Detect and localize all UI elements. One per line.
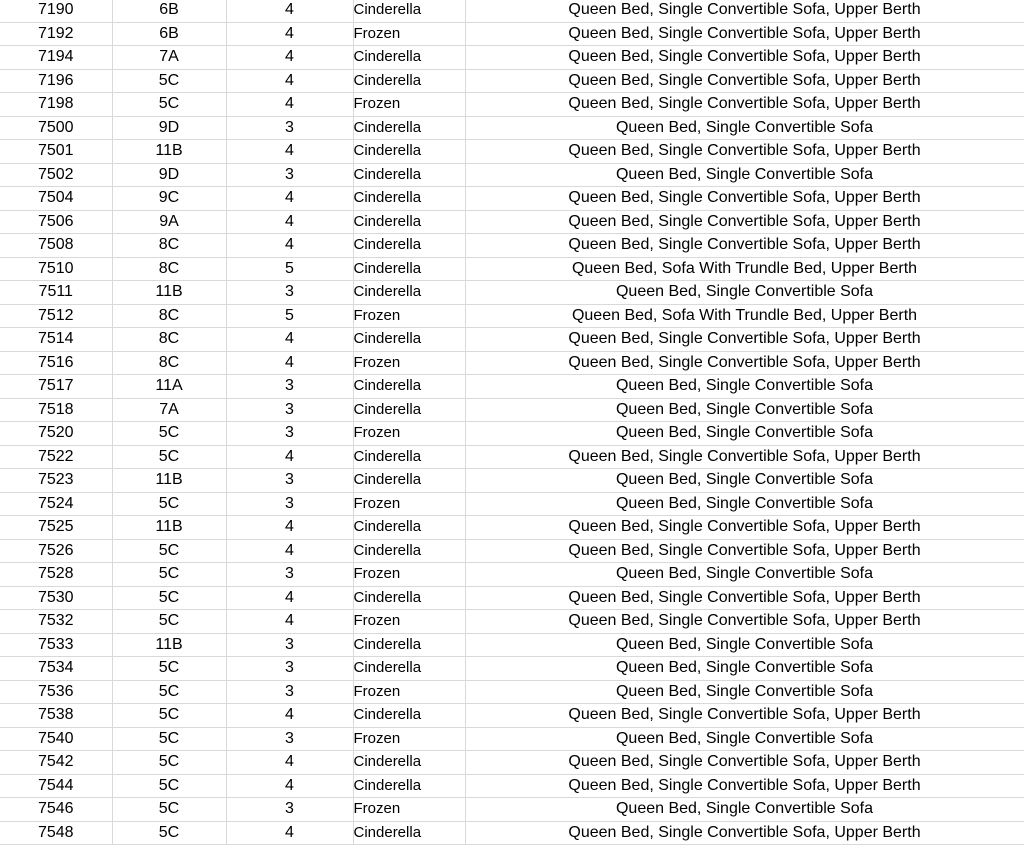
cell-category[interactable]: 5C bbox=[112, 751, 226, 775]
cell-stateroom-number[interactable]: 7533 bbox=[0, 633, 112, 657]
cell-bedding[interactable]: Queen Bed, Single Convertible Sofa bbox=[465, 422, 1024, 446]
cell-category[interactable]: 7A bbox=[112, 398, 226, 422]
cell-theme[interactable]: Cinderella bbox=[353, 116, 465, 140]
cell-theme[interactable]: Cinderella bbox=[353, 163, 465, 187]
cell-bedding[interactable]: Queen Bed, Single Convertible Sofa, Upper Berth bbox=[465, 516, 1024, 540]
table-row bbox=[0, 351, 1024, 375]
cell-occupancy[interactable]: 3 bbox=[226, 469, 353, 493]
cell-bedding[interactable]: Queen Bed, Single Convertible Sofa bbox=[465, 116, 1024, 140]
cell-bedding[interactable]: Queen Bed, Single Convertible Sofa, Upper Berth bbox=[465, 328, 1024, 352]
cell-category[interactable]: 7A bbox=[112, 46, 226, 70]
cell-theme[interactable]: Frozen bbox=[353, 351, 465, 375]
cell-bedding[interactable]: Queen Bed, Single Convertible Sofa, Upper Berth bbox=[465, 210, 1024, 234]
cell-occupancy[interactable]: 4 bbox=[226, 140, 353, 164]
cell-theme[interactable]: Frozen bbox=[353, 798, 465, 822]
table-row bbox=[0, 328, 1024, 352]
table-row bbox=[0, 187, 1024, 211]
cell-theme[interactable]: Cinderella bbox=[353, 774, 465, 798]
cell-stateroom-number[interactable]: 7522 bbox=[0, 445, 112, 469]
cell-bedding[interactable]: Queen Bed, Single Convertible Sofa, Upper Berth bbox=[465, 351, 1024, 375]
cell-category[interactable]: 11B bbox=[112, 469, 226, 493]
cell-theme[interactable]: Frozen bbox=[353, 727, 465, 751]
cell-stateroom-number[interactable]: 7518 bbox=[0, 398, 112, 422]
cell-stateroom-number[interactable]: 7508 bbox=[0, 234, 112, 258]
cell-occupancy[interactable]: 3 bbox=[226, 116, 353, 140]
cell-bedding[interactable]: Queen Bed, Sofa With Trundle Bed, Upper Berth bbox=[465, 304, 1024, 328]
cell-occupancy[interactable]: 5 bbox=[226, 257, 353, 281]
cell-category[interactable]: 11B bbox=[112, 140, 226, 164]
cell-category[interactable]: 5C bbox=[112, 422, 226, 446]
cell-theme[interactable]: Cinderella bbox=[353, 375, 465, 399]
cell-occupancy[interactable]: 4 bbox=[226, 445, 353, 469]
cell-occupancy[interactable]: 3 bbox=[226, 657, 353, 681]
cell-category[interactable]: 9D bbox=[112, 116, 226, 140]
cell-category[interactable]: 6B bbox=[112, 22, 226, 46]
cell-occupancy[interactable]: 5 bbox=[226, 304, 353, 328]
cell-theme[interactable]: Frozen bbox=[353, 492, 465, 516]
cell-category[interactable]: 5C bbox=[112, 93, 226, 117]
cell-stateroom-number[interactable]: 7524 bbox=[0, 492, 112, 516]
table-row bbox=[0, 586, 1024, 610]
cell-bedding[interactable]: Queen Bed, Single Convertible Sofa, Upper Berth bbox=[465, 69, 1024, 93]
cell-stateroom-number[interactable]: 7520 bbox=[0, 422, 112, 446]
cell-theme[interactable]: Cinderella bbox=[353, 69, 465, 93]
cell-category[interactable]: 5C bbox=[112, 704, 226, 728]
cell-stateroom-number[interactable]: 7546 bbox=[0, 798, 112, 822]
cell-occupancy[interactable]: 4 bbox=[226, 539, 353, 563]
cell-bedding[interactable]: Queen Bed, Single Convertible Sofa, Upper Berth bbox=[465, 539, 1024, 563]
cell-theme[interactable]: Cinderella bbox=[353, 469, 465, 493]
table-row bbox=[0, 798, 1024, 822]
cell-bedding[interactable]: Queen Bed, Single Convertible Sofa, Upper Berth bbox=[465, 22, 1024, 46]
cell-occupancy[interactable]: 4 bbox=[226, 751, 353, 775]
cell-occupancy[interactable]: 4 bbox=[226, 69, 353, 93]
table-row bbox=[0, 281, 1024, 305]
cell-stateroom-number[interactable]: 7548 bbox=[0, 821, 112, 845]
table-row bbox=[0, 727, 1024, 751]
cell-stateroom-number[interactable]: 7198 bbox=[0, 93, 112, 117]
cell-category[interactable]: 8C bbox=[112, 234, 226, 258]
cell-occupancy[interactable]: 4 bbox=[226, 586, 353, 610]
cell-bedding[interactable]: Queen Bed, Single Convertible Sofa, Upper Berth bbox=[465, 0, 1024, 22]
cell-occupancy[interactable]: 3 bbox=[226, 727, 353, 751]
cell-theme[interactable]: Cinderella bbox=[353, 445, 465, 469]
cell-occupancy[interactable]: 3 bbox=[226, 281, 353, 305]
cell-theme[interactable]: Cinderella bbox=[353, 586, 465, 610]
cell-theme[interactable]: Cinderella bbox=[353, 328, 465, 352]
table-row bbox=[0, 704, 1024, 728]
cell-theme[interactable]: Frozen bbox=[353, 422, 465, 446]
table-row bbox=[0, 163, 1024, 187]
cell-bedding[interactable]: Queen Bed, Single Convertible Sofa bbox=[465, 680, 1024, 704]
cell-stateroom-number[interactable]: 7540 bbox=[0, 727, 112, 751]
cell-occupancy[interactable]: 3 bbox=[226, 163, 353, 187]
cell-theme[interactable]: Cinderella bbox=[353, 821, 465, 845]
table-row bbox=[0, 0, 1024, 22]
cell-bedding[interactable]: Queen Bed, Single Convertible Sofa bbox=[465, 798, 1024, 822]
cell-stateroom-number[interactable]: 7501 bbox=[0, 140, 112, 164]
cell-theme[interactable]: Cinderella bbox=[353, 539, 465, 563]
table-row bbox=[0, 22, 1024, 46]
cell-bedding[interactable]: Queen Bed, Single Convertible Sofa, Upper Berth bbox=[465, 93, 1024, 117]
cell-category[interactable]: 11A bbox=[112, 375, 226, 399]
table-row bbox=[0, 821, 1024, 845]
cell-stateroom-number[interactable]: 7504 bbox=[0, 187, 112, 211]
cell-category[interactable]: 5C bbox=[112, 821, 226, 845]
table-row bbox=[0, 257, 1024, 281]
cell-bedding[interactable]: Queen Bed, Single Convertible Sofa bbox=[465, 727, 1024, 751]
cell-stateroom-number[interactable]: 7196 bbox=[0, 69, 112, 93]
cell-stateroom-number[interactable]: 7512 bbox=[0, 304, 112, 328]
cell-occupancy[interactable]: 4 bbox=[226, 234, 353, 258]
cell-bedding[interactable]: Queen Bed, Single Convertible Sofa bbox=[465, 563, 1024, 587]
cell-theme[interactable]: Cinderella bbox=[353, 751, 465, 775]
cell-bedding[interactable]: Queen Bed, Single Convertible Sofa, Upper Berth bbox=[465, 610, 1024, 634]
table-row bbox=[0, 46, 1024, 70]
cell-bedding[interactable]: Queen Bed, Single Convertible Sofa bbox=[465, 375, 1024, 399]
cell-stateroom-number[interactable]: 7514 bbox=[0, 328, 112, 352]
cell-bedding[interactable]: Queen Bed, Single Convertible Sofa bbox=[465, 398, 1024, 422]
cell-bedding[interactable]: Queen Bed, Single Convertible Sofa, Upper Berth bbox=[465, 821, 1024, 845]
cell-occupancy[interactable]: 3 bbox=[226, 633, 353, 657]
cell-occupancy[interactable]: 4 bbox=[226, 0, 353, 22]
table-row bbox=[0, 234, 1024, 258]
cell-theme[interactable]: Frozen bbox=[353, 680, 465, 704]
cell-occupancy[interactable]: 3 bbox=[226, 375, 353, 399]
cell-category[interactable]: 11B bbox=[112, 516, 226, 540]
cell-stateroom-number[interactable]: 7523 bbox=[0, 469, 112, 493]
cell-category[interactable]: 5C bbox=[112, 586, 226, 610]
table-row bbox=[0, 610, 1024, 634]
cell-theme[interactable]: Frozen bbox=[353, 22, 465, 46]
cell-occupancy[interactable]: 4 bbox=[226, 774, 353, 798]
cell-bedding[interactable]: Queen Bed, Single Convertible Sofa, Upper Berth bbox=[465, 445, 1024, 469]
cell-category[interactable]: 5C bbox=[112, 680, 226, 704]
cell-occupancy[interactable]: 4 bbox=[226, 351, 353, 375]
cell-bedding[interactable]: Queen Bed, Single Convertible Sofa bbox=[465, 633, 1024, 657]
cell-occupancy[interactable]: 4 bbox=[226, 46, 353, 70]
cell-theme[interactable]: Cinderella bbox=[353, 281, 465, 305]
table-row bbox=[0, 633, 1024, 657]
cell-stateroom-number[interactable]: 7532 bbox=[0, 610, 112, 634]
cell-stateroom-number[interactable]: 7192 bbox=[0, 22, 112, 46]
cell-occupancy[interactable]: 4 bbox=[226, 22, 353, 46]
cell-category[interactable]: 8C bbox=[112, 257, 226, 281]
cell-bedding[interactable]: Queen Bed, Sofa With Trundle Bed, Upper Berth bbox=[465, 257, 1024, 281]
cell-occupancy[interactable]: 4 bbox=[226, 704, 353, 728]
cell-bedding[interactable]: Queen Bed, Single Convertible Sofa, Upper Berth bbox=[465, 187, 1024, 211]
table-row bbox=[0, 398, 1024, 422]
table-row bbox=[0, 375, 1024, 399]
cell-occupancy[interactable]: 3 bbox=[226, 492, 353, 516]
cell-theme[interactable]: Cinderella bbox=[353, 187, 465, 211]
table-row bbox=[0, 445, 1024, 469]
table-row bbox=[0, 657, 1024, 681]
cell-occupancy[interactable]: 3 bbox=[226, 680, 353, 704]
cell-stateroom-number[interactable]: 7500 bbox=[0, 116, 112, 140]
cell-category[interactable]: 9C bbox=[112, 187, 226, 211]
cell-theme[interactable]: Cinderella bbox=[353, 398, 465, 422]
cell-theme[interactable]: Frozen bbox=[353, 93, 465, 117]
cell-occupancy[interactable]: 4 bbox=[226, 821, 353, 845]
cell-category[interactable]: 9A bbox=[112, 210, 226, 234]
cell-stateroom-number[interactable]: 7502 bbox=[0, 163, 112, 187]
cell-bedding[interactable]: Queen Bed, Single Convertible Sofa, Upper Berth bbox=[465, 704, 1024, 728]
cell-stateroom-number[interactable]: 7526 bbox=[0, 539, 112, 563]
cell-category[interactable]: 5C bbox=[112, 539, 226, 563]
cell-stateroom-number[interactable]: 7528 bbox=[0, 563, 112, 587]
cell-category[interactable]: 9D bbox=[112, 163, 226, 187]
cell-category[interactable]: 8C bbox=[112, 304, 226, 328]
cell-category[interactable]: 5C bbox=[112, 563, 226, 587]
cell-occupancy[interactable]: 4 bbox=[226, 610, 353, 634]
cell-theme[interactable]: Cinderella bbox=[353, 516, 465, 540]
cell-stateroom-number[interactable]: 7534 bbox=[0, 657, 112, 681]
cell-theme[interactable]: Cinderella bbox=[353, 0, 465, 22]
cell-theme[interactable]: Cinderella bbox=[353, 234, 465, 258]
table-row bbox=[0, 539, 1024, 563]
table-row bbox=[0, 422, 1024, 446]
cell-category[interactable]: 5C bbox=[112, 727, 226, 751]
table-row bbox=[0, 304, 1024, 328]
cell-category[interactable]: 5C bbox=[112, 492, 226, 516]
cell-theme[interactable]: Cinderella bbox=[353, 657, 465, 681]
cell-bedding[interactable]: Queen Bed, Single Convertible Sofa, Upper Berth bbox=[465, 140, 1024, 164]
cell-bedding[interactable]: Queen Bed, Single Convertible Sofa, Upper Berth bbox=[465, 46, 1024, 70]
cell-category[interactable]: 5C bbox=[112, 69, 226, 93]
table-row bbox=[0, 140, 1024, 164]
cell-stateroom-number[interactable]: 7511 bbox=[0, 281, 112, 305]
cell-theme[interactable]: Cinderella bbox=[353, 140, 465, 164]
cell-bedding[interactable]: Queen Bed, Single Convertible Sofa bbox=[465, 492, 1024, 516]
cell-occupancy[interactable]: 4 bbox=[226, 516, 353, 540]
cell-theme[interactable]: Frozen bbox=[353, 563, 465, 587]
cell-stateroom-number[interactable]: 7536 bbox=[0, 680, 112, 704]
cell-theme[interactable]: Cinderella bbox=[353, 257, 465, 281]
cell-category[interactable]: 11B bbox=[112, 281, 226, 305]
cell-theme[interactable]: Cinderella bbox=[353, 210, 465, 234]
cell-stateroom-number[interactable]: 7190 bbox=[0, 0, 112, 22]
cell-stateroom-number[interactable]: 7194 bbox=[0, 46, 112, 70]
cell-category[interactable]: 6B bbox=[112, 0, 226, 22]
table-row bbox=[0, 751, 1024, 775]
cell-category[interactable]: 5C bbox=[112, 610, 226, 634]
cell-occupancy[interactable]: 3 bbox=[226, 422, 353, 446]
cell-stateroom-number[interactable]: 7530 bbox=[0, 586, 112, 610]
table-row bbox=[0, 774, 1024, 798]
table-row bbox=[0, 69, 1024, 93]
cell-bedding[interactable]: Queen Bed, Single Convertible Sofa, Upper Berth bbox=[465, 586, 1024, 610]
cell-occupancy[interactable]: 3 bbox=[226, 563, 353, 587]
cell-stateroom-number[interactable]: 7544 bbox=[0, 774, 112, 798]
cell-category[interactable]: 11B bbox=[112, 633, 226, 657]
cell-occupancy[interactable]: 3 bbox=[226, 798, 353, 822]
cell-stateroom-number[interactable]: 7510 bbox=[0, 257, 112, 281]
cell-theme[interactable]: Frozen bbox=[353, 304, 465, 328]
cell-bedding[interactable]: Queen Bed, Single Convertible Sofa, Upper Berth bbox=[465, 234, 1024, 258]
cell-category[interactable]: 5C bbox=[112, 798, 226, 822]
cell-occupancy[interactable]: 4 bbox=[226, 210, 353, 234]
cell-theme[interactable]: Cinderella bbox=[353, 46, 465, 70]
table-row bbox=[0, 680, 1024, 704]
cell-stateroom-number[interactable]: 7538 bbox=[0, 704, 112, 728]
cell-stateroom-number[interactable]: 7517 bbox=[0, 375, 112, 399]
cell-stateroom-number[interactable]: 7506 bbox=[0, 210, 112, 234]
cell-category[interactable]: 8C bbox=[112, 351, 226, 375]
cell-category[interactable]: 5C bbox=[112, 445, 226, 469]
cell-bedding[interactable]: Queen Bed, Single Convertible Sofa bbox=[465, 281, 1024, 305]
table-row bbox=[0, 469, 1024, 493]
cell-stateroom-number[interactable]: 7525 bbox=[0, 516, 112, 540]
cell-stateroom-number[interactable]: 7542 bbox=[0, 751, 112, 775]
cell-category[interactable]: 5C bbox=[112, 657, 226, 681]
cell-theme[interactable]: Cinderella bbox=[353, 704, 465, 728]
cell-bedding[interactable]: Queen Bed, Single Convertible Sofa bbox=[465, 657, 1024, 681]
table-row bbox=[0, 210, 1024, 234]
cell-occupancy[interactable]: 4 bbox=[226, 328, 353, 352]
cell-category[interactable]: 5C bbox=[112, 774, 226, 798]
table-row bbox=[0, 116, 1024, 140]
cell-category[interactable]: 8C bbox=[112, 328, 226, 352]
cell-bedding[interactable]: Queen Bed, Single Convertible Sofa bbox=[465, 469, 1024, 493]
cell-bedding[interactable]: Queen Bed, Single Convertible Sofa bbox=[465, 163, 1024, 187]
table-row bbox=[0, 93, 1024, 117]
cell-bedding[interactable]: Queen Bed, Single Convertible Sofa, Upper Berth bbox=[465, 774, 1024, 798]
cell-stateroom-number[interactable]: 7516 bbox=[0, 351, 112, 375]
cell-bedding[interactable]: Queen Bed, Single Convertible Sofa, Upper Berth bbox=[465, 751, 1024, 775]
cell-occupancy[interactable]: 3 bbox=[226, 398, 353, 422]
table-row bbox=[0, 563, 1024, 587]
table-row bbox=[0, 492, 1024, 516]
cell-occupancy[interactable]: 4 bbox=[226, 93, 353, 117]
table-row bbox=[0, 516, 1024, 540]
cell-theme[interactable]: Cinderella bbox=[353, 633, 465, 657]
cell-theme[interactable]: Frozen bbox=[353, 610, 465, 634]
cell-occupancy[interactable]: 4 bbox=[226, 187, 353, 211]
